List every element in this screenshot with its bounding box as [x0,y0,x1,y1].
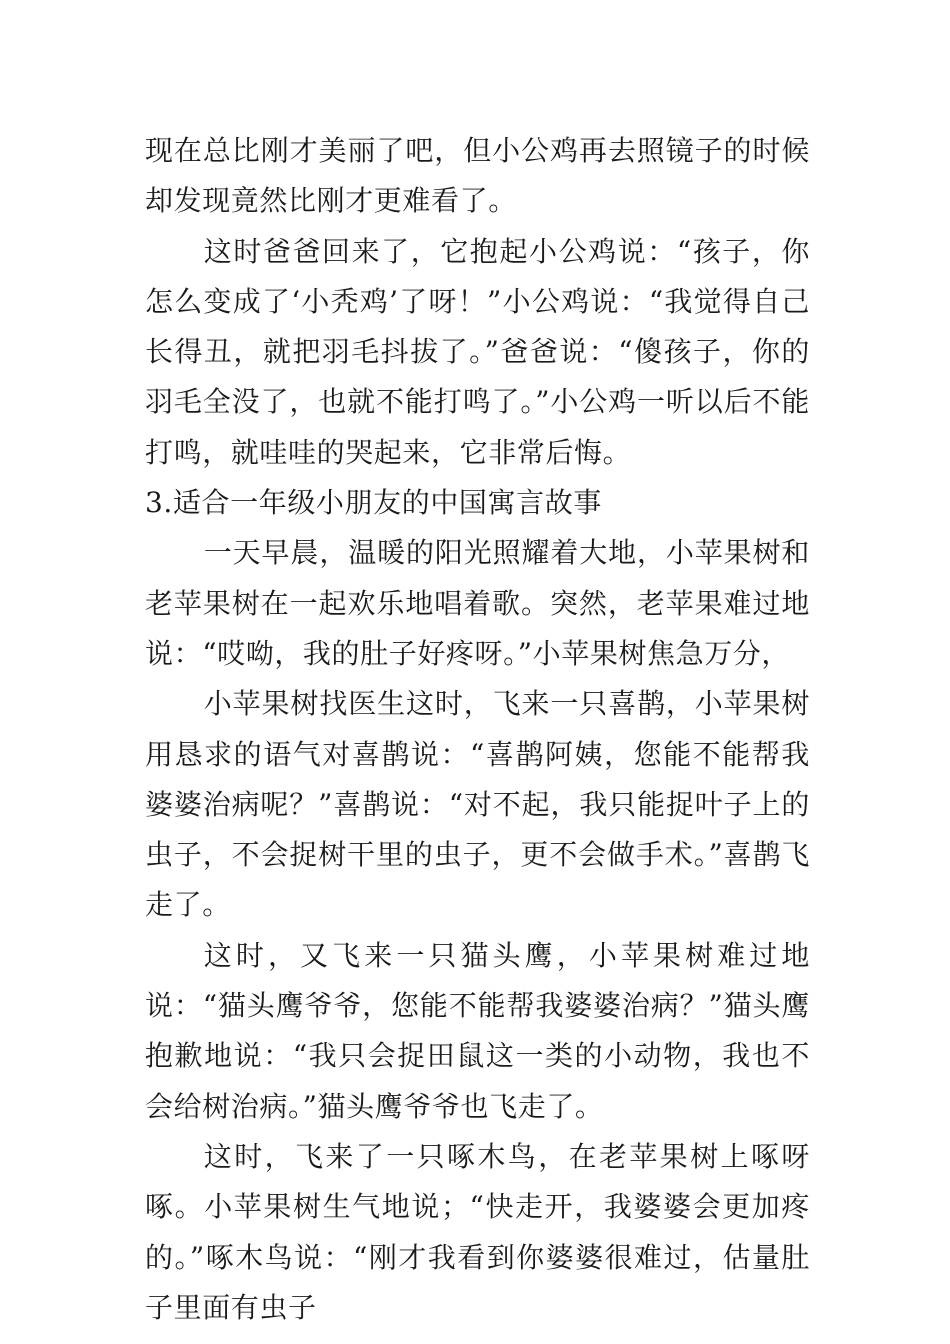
paragraph-2: 这时爸爸回来了，它抱起小公鸡说：“孩子，你怎么变成了‘小秃鸡’了呀！”小公鸡说：“我觉得自己长得丑，就把羽毛抖拔了。”爸爸说：“傻孩子，你的羽毛全没了，也就不能打鸣了。”小公鸡一听以后不能打鸣，就哇哇的哭起来，它非常后悔。 [145,234,810,469]
paragraph-1: 现在总比刚才美丽了吧，但小公鸡再去照镜子的时候却发现竟然比刚才更难看了。 [145,134,810,218]
paragraph-5: 这时，又飞来一只猫头鹰，小苹果树难过地说：“猫头鹰爷爷，您能不能帮我婆婆治病？”猫头鹰抱歉地说：“我只会捉田鼠这一类的小动物，我也不会给树治病。”猫头鹰爷爷也飞走了。 [145,938,810,1123]
document-body [145,126,810,1333]
paragraph-3: 一天早晨，温暖的阳光照耀着大地，小苹果树和老苹果树在一起欢乐地唱着歌。突然，老苹果难过地说：“哎呦，我的肚子好疼呀。”小苹果树焦急万分， [145,536,810,670]
section-heading: 3.适合一年级小朋友的中国寓言故事 [145,486,602,520]
paragraph-6: 这时，飞来了一只啄木鸟，在老苹果树上啄呀啄。小苹果树生气地说；“快走开，我婆婆会更加疼的。”啄木鸟说：“刚才我看到你婆婆很难过，估量肚子里面有虫子 [145,1139,810,1324]
paragraph-4: 小苹果树找医生这时，飞来一只喜鹊，小苹果树用恳求的语气对喜鹊说：“喜鹊阿姨，您能不能帮我婆婆治病呢？”喜鹊说：“对不起，我只能捉叶子上的虫子，不会捉树干里的虫子，更不会做手术。”喜鹊飞走了。 [145,687,810,922]
